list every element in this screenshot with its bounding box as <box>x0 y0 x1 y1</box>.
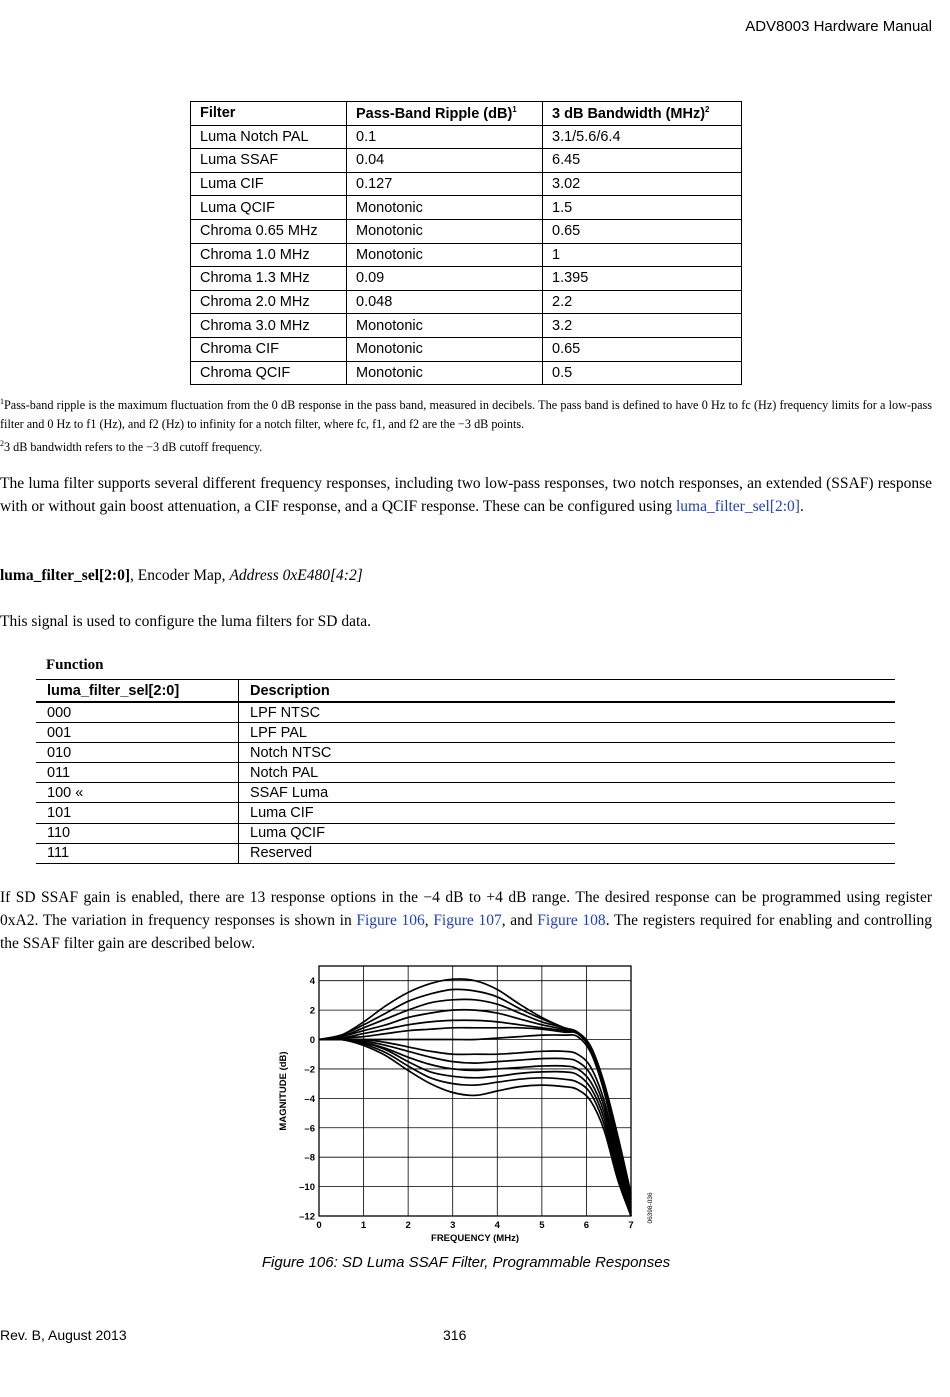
table-row <box>191 196 742 220</box>
table-row <box>191 267 742 291</box>
luma-filter-paragraph: The luma filter supports several different frequency responses, including two low-pass responses, two notch responses, an extended (SSAF) response with or without gain boost attenuation, a CIF response, and a QCIF response. These can be configured using luma_filter_sel[2:0]. <box>0 475 932 515</box>
function-table-label: Function <box>46 657 104 673</box>
y-tick-label: –2 <box>304 1064 315 1076</box>
table-cell: 1.5 <box>543 196 742 220</box>
table-cell: Monotonic <box>347 337 543 361</box>
table-cell: Monotonic <box>347 243 543 267</box>
table-cell: SSAF Luma <box>239 783 896 803</box>
table-row <box>36 723 895 743</box>
luma-filter-sel-link[interactable]: luma_filter_sel[2:0] <box>675 498 800 515</box>
figure-106-link[interactable]: Figure 106 <box>356 912 425 929</box>
table-cell: Monotonic <box>347 361 543 385</box>
table-cell: Luma QCIF <box>239 823 896 843</box>
register-name: luma_filter_sel[2:0] <box>0 567 130 584</box>
table-row <box>191 125 742 149</box>
figure-code-label: 06398-036 <box>647 1192 654 1224</box>
table-row <box>191 337 742 361</box>
footnote-ref-1: 1 <box>512 104 517 114</box>
x-tick-label: 6 <box>583 1220 590 1231</box>
y-tick-label: –10 <box>299 1182 315 1194</box>
filter-spec-table <box>190 101 742 385</box>
table-header-row <box>191 102 742 126</box>
column-header-filter: Filter <box>191 102 347 126</box>
column-header-bandwidth: 3 dB Bandwidth (MHz)$^2$ <box>543 102 742 126</box>
figure-caption: Figure 106: SD Luma SSAF Filter, Programmable Responses <box>261 1254 671 1271</box>
table-cell: 0.127 <box>347 172 543 196</box>
x-tick-label: 7 <box>628 1220 634 1231</box>
table-row <box>36 803 895 823</box>
table-cell: 0.04 <box>347 149 543 173</box>
column-header-value: luma_filter_sel[2:0] <box>36 680 239 703</box>
table-cell: 3.02 <box>543 172 742 196</box>
table-cell: 2.2 <box>543 290 742 314</box>
table-cell: 3.2 <box>543 314 742 338</box>
table-header-row <box>36 680 895 703</box>
table-cell: 0.5 <box>543 361 742 385</box>
table-cell: Luma SSAF <box>191 149 347 173</box>
table-cell: LPF NTSC <box>239 702 896 723</box>
x-axis-label: FREQUENCY (MHz) <box>431 1233 519 1244</box>
footnotes <box>0 392 932 457</box>
table-cell: 3.1/5.6/6.4 <box>543 125 742 149</box>
table-row <box>191 314 742 338</box>
table-cell: 1.395 <box>543 267 742 291</box>
x-tick-label: 5 <box>539 1220 545 1231</box>
table-cell: 001 <box>36 723 239 743</box>
table-cell: Chroma 0.65 MHz <box>191 219 347 243</box>
table-cell: 101 <box>36 803 239 823</box>
table-cell: Notch NTSC <box>239 743 896 763</box>
y-axis-label: MAGNITUDE (dB) <box>278 1051 289 1131</box>
register-address: Address 0xE480[4:2] <box>229 567 363 584</box>
table-cell: 011 <box>36 763 239 783</box>
table-cell: Monotonic <box>347 196 543 220</box>
ssaf-gain-paragraph: If SD SSAF gain is enabled, there are 13 response options in the −4 dB to +4 dB range. The desired response can be programmed using register 0xA2. The variation in frequency responses is shown in Figure 106, Figure 107, and Figure 108. The registers required for enabling and controlling the SSAF filter gain are described below. <box>0 889 933 952</box>
register-description: This signal is used to configure the luma filters for SD data. <box>0 613 372 630</box>
y-tick-label: –12 <box>299 1211 315 1223</box>
table-row <box>36 743 895 763</box>
column-header-description: Description <box>239 680 896 703</box>
table-cell: Chroma 1.0 MHz <box>191 243 347 267</box>
table-cell: 111 <box>36 843 239 863</box>
table-row <box>36 783 895 803</box>
table-cell: Luma CIF <box>239 803 896 823</box>
function-table <box>36 679 895 864</box>
table-cell: 0.048 <box>347 290 543 314</box>
ssaf-response-chart <box>268 958 668 1248</box>
register-definition: luma_filter_sel[2:0], Encoder Map, Address 0xE480[4:2] <box>0 567 363 584</box>
table-cell: 110 <box>36 823 239 843</box>
table-cell: 1 <box>543 243 742 267</box>
footnote-ref-2: 2 <box>705 104 710 114</box>
y-tick-label: 0 <box>309 1035 315 1047</box>
table-cell: Chroma 1.3 MHz <box>191 267 347 291</box>
table-cell: Luma Notch PAL <box>191 125 347 149</box>
table-cell: Monotonic <box>347 219 543 243</box>
table-cell: 010 <box>36 743 239 763</box>
table-row <box>191 172 742 196</box>
y-tick-label: 4 <box>309 976 315 988</box>
footnote-2: $^2$3 dB bandwidth refers to the −3 dB cutoff frequency. <box>0 439 263 455</box>
x-tick-label: 0 <box>316 1220 322 1231</box>
table-row <box>191 361 742 385</box>
y-tick-label: 2 <box>309 1005 315 1017</box>
table-cell: Chroma 3.0 MHz <box>191 314 347 338</box>
footnote-1: $^1$Pass-band ripple is the maximum fluctuation from the 0 dB response in the pass band, measured in decibels. The pass band is defined to have 0 Hz to fc (Hz) frequency limits for a low-pass filter and 0 Hz to f1 (Hz), and f2 (Hz) to infinity for a notch filter, where fc, f1, and f2 are the −3 dB points. <box>0 397 932 432</box>
table-cell: 000 <box>36 702 239 723</box>
table-row <box>36 843 895 863</box>
figure-108-link[interactable]: Figure 108 <box>537 912 606 929</box>
table-row <box>191 149 742 173</box>
table-row <box>191 219 742 243</box>
x-tick-label: 1 <box>360 1220 367 1231</box>
table-cell: 0.1 <box>347 125 543 149</box>
x-tick-label: 3 <box>450 1220 456 1231</box>
x-tick-label: 2 <box>405 1220 411 1231</box>
figure-107-link[interactable]: Figure 107 <box>433 912 502 929</box>
table-row <box>191 243 742 267</box>
table-row <box>36 702 895 723</box>
footer-revision: Rev. B, August 2013 <box>0 1327 127 1343</box>
table-cell: Notch PAL <box>239 763 896 783</box>
table-cell: 0.65 <box>543 337 742 361</box>
table-cell: Monotonic <box>347 314 543 338</box>
table-cell: 0.09 <box>347 267 543 291</box>
y-tick-label: –8 <box>304 1152 315 1164</box>
x-tick-label: 4 <box>494 1220 500 1231</box>
table-cell: Luma QCIF <box>191 196 347 220</box>
table-row <box>36 823 895 843</box>
table-row <box>191 290 742 314</box>
table-cell: 100 « <box>36 783 239 803</box>
page-header-title: ADV8003 Hardware Manual <box>745 18 932 35</box>
y-tick-label: –6 <box>304 1123 315 1135</box>
table-row <box>36 763 895 783</box>
footer-page-number: 316 <box>443 1327 467 1343</box>
table-cell: Chroma CIF <box>191 337 347 361</box>
table-cell: 0.65 <box>543 219 742 243</box>
table-cell: Chroma QCIF <box>191 361 347 385</box>
plot-area <box>319 966 631 1216</box>
table-cell: LPF PAL <box>239 723 896 743</box>
column-header-ripple: Pass-Band Ripple (dB)$^1$ <box>347 102 543 126</box>
y-tick-label: –4 <box>304 1093 315 1105</box>
table-cell: 6.45 <box>543 149 742 173</box>
table-cell: Luma CIF <box>191 172 347 196</box>
table-cell: Chroma 2.0 MHz <box>191 290 347 314</box>
table-cell: Reserved <box>239 843 896 863</box>
